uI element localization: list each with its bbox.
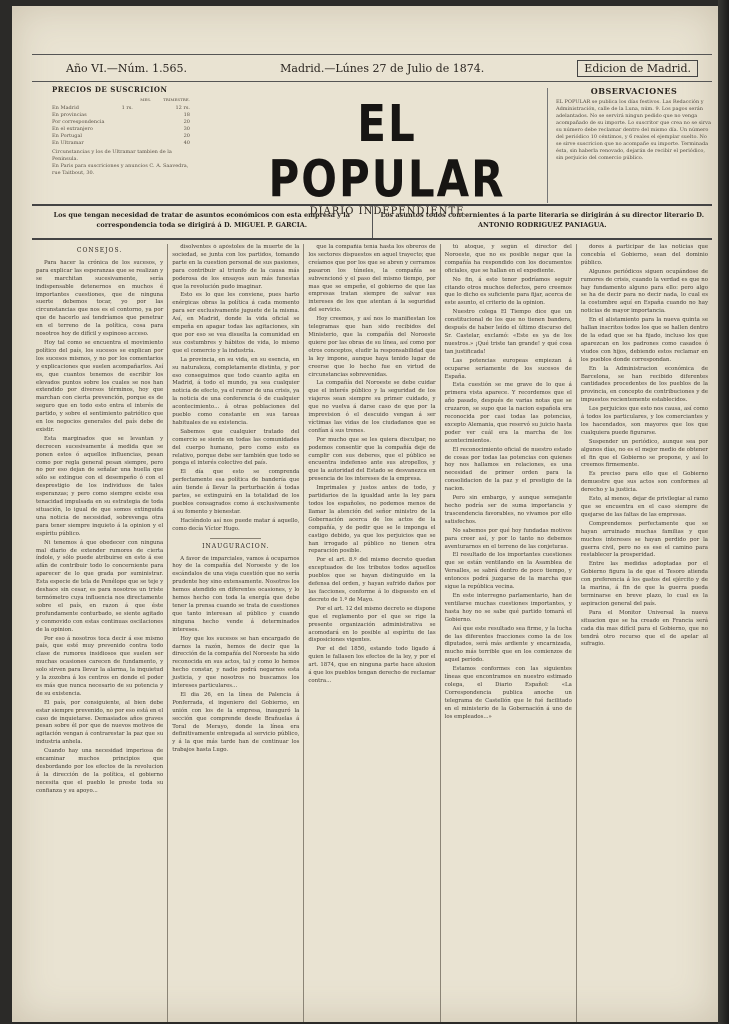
article-paragraph: Por el art. 12 del mismo decreto se dispone que el reglamento por el que se rige la presente organización administrativa se acomodará en lo posible al espíritu de las disposiciones vigentes.: [308, 605, 436, 644]
article-paragraph: Ni tenemos á que obedecer con ninguna mal diario de extender rumores de cierta índole, y sólo puede atribuirse en esto á ese afán de contribuir todo lo concerniente para aparecer de lo que grada por suministrar. Esta especie de tela de Penélope que se teje y deshace sin cesar, es para nosotros un triste termómetro cuya influencia nos directamente sobre el país, en razon á que éste profundamente conturbado, se siente agitado y conmovido con estas continuas oscilaciones de la opinion.: [36, 539, 164, 633]
article-paragraph: Entre las medidas adoptadas por el Gobierno figura la de que el Tesoro atienda con preferencia á los gastos del ejército y de la marina, á fin de que la guerra pueda terminarse en breve plazo, lo cual es la aspiracion general del país.: [580, 561, 709, 607]
subscription-quarter: 12 rs.: [175, 105, 190, 111]
article-column: [167, 244, 303, 1022]
subscription-month: 1 rs.: [121, 105, 133, 111]
observations-text: EL POPULAR se publica los días festivos. Las Redacción y Administración, calle de la Luna, núm. 9. Los pagos serán adelantados. No se servirá ningun pedido que no venga acompañado de su importe. Lo suscritor que crea no se sirva su número debe reclamar dentro del mismo día. Un número del periódico 10 céntimos, y 6 reales el ejemplar suelto. No se sirve suscricion que no acompañe su importe. Terminada ésta, sin haberla renovado, dejarán de recibir el periódico, sin perjuicio del comercio público.: [556, 99, 711, 161]
article-paragraph: En este interregno parlamentario, han de ventilarse muchas cuestiones importantes, y hasta hoy no se sabe qué partido tomará el Gobierno.: [444, 592, 572, 623]
subscription-row: [52, 105, 190, 112]
article-paragraph: Por eso á nosotros toca decir á ese mismo país, que esté muy prevenido contra todo clase de rumores insidiosos que suelen ser muchas ocasiones carecen de fundamento, y solo sirven para llevar la alarma, la inquietud y la zozobra á los centros en donde el poder es más que nunca necesario de su potencia y de su existencia.: [36, 635, 164, 697]
article-paragraph: que la compañía tenía hasta los obreros de los sectores dispuestos en aquel trayecto; que creíamos que por los que se abren y cerramos pasaron los túneles, la compañía se subvencionó y el paso del mismo tiempo, por mas que se empeñe, el gobierno de que las empresas tratan siempre de salvar sus intereses de los que atentan á la seguridad del servicio.: [308, 244, 436, 314]
newspaper-subtitle: DIARIO INDEPENDIENTE: [309, 206, 465, 217]
article-paragraph: Imprimales y justos antes de todo, y partidarios de la igualdad ante la ley para todos los españoles, no podemos menos de llamar la atención del señor ministro de la Gobernación acerca de los actos de la compañía, y de pedir que se le imponga el castigo debido, ya que los perjuicios que se han irrogado al público no tienen otra reparación posible.: [308, 485, 436, 555]
article-paragraph: Comprendemos perfectamente que se hayan arruinado muchas familias y que muchos intereses se hayan perdido por la guerra civil, pero no es ese el camino para restablecer la prosperidad.: [580, 520, 709, 559]
subscription-quarter: 20: [183, 133, 190, 139]
article-paragraph: dores á participar de las noticias que concebía el Gobierno, sean del dominio público.: [580, 244, 709, 266]
subscription-note: En Paris para suscriciones y anuncios C. A. Saavedra, rue Taitbout, 30.: [52, 163, 189, 176]
article-paragraph: Pero sin embargo, y aunque semejante hecho podría ser de suma importancia y trascendencia favorables, no vivamos por ello satisfechos.: [444, 495, 572, 525]
subscription-title: PRECIOS DE SUSCRICION: [52, 85, 168, 94]
observations-title: OBSERVACIONES: [590, 86, 678, 96]
notices-bar: [32, 204, 712, 240]
section-divider: [210, 538, 261, 539]
article-paragraph: En la Administracion económica de Barcelona, se han recibido diferentes cantidades procedentes de los pueblos de la provincia, en concepto de contribuciones y de impuestos recientemente establecidos.: [580, 365, 709, 404]
article-paragraph: Para hacer la crónica de los sucesos, y para explicar las esperanzas que se realizan y se marchitan sucesivamente, sería indispensable detenernos en muchos é importantes cuestiones, que de ninguna suerte debemos tocar, yo por las circunstancias que nos es el contorno, ya por que de hacerlo así tendríamos que penetrar en el terreno de la política, cosa para nosotros hoy de difícil y espinoso acceso.: [36, 259, 164, 338]
subscription-place: En el extranjero: [52, 126, 93, 132]
article-paragraph: A favor de imparciales, vamos á ocuparnos hoy de la compañía del Noroeste y de los escándalos de una vieja cuestión que no sería prudente hoy sino extensamente. Nosotros los hemos atendido en diferentes ocasiones, y lo hemos hecho con toda la energía que debe tener la prensa cuando se trata de cuestiones que tanto interesan al público y cuando ninguna hecho vende á determinados intereses.: [172, 555, 300, 633]
article-paragraph: Suspender un periódico, aunque sea por algunos días, no es el mejor medio de obtener el fin que el Gobierno se propone, y así lo creemos firmemente.: [580, 438, 709, 469]
subscription-quarter: 40: [183, 140, 190, 146]
subscription-quarter: 30: [183, 126, 190, 132]
article-paragraph: Para el Monitor Universal la nueva situacion que se ha creado en Francia será cada dia mas difícil para el Gobierno, que no tendrá otro recurso que el de apelar al sufragio.: [580, 609, 709, 648]
subscription-rows: [52, 105, 190, 147]
article-column: [303, 244, 439, 1022]
article-paragraph: No fin, á esto tenor podríamos seguir citando otros muchos defectos, pero creemos que lo dicho es suficiente para fijar, acerca de este asunto, el criterio de la opinion.: [444, 276, 572, 307]
article-paragraph: El país, por consiguiente, al bien debe estar siempre prevenido, no por eso está en el caso de inquietarse. Demasiados años graves pesan sobre él por que de nuevos motivos de agitación vengan á contrarestar la paz que su industria anhela.: [36, 699, 164, 746]
subscription-row: [52, 119, 190, 126]
subscription-box: [52, 86, 190, 198]
article-paragraph: No sabemos por qué hoy fundadas motivos para creer así, y por lo tanto no debemos aventurarnos en el terreno de las conjeturas.: [444, 527, 572, 550]
binding-edge: [0, 330, 14, 970]
article-paragraph: Algunos periódicos siguen ocupándose de rumores de crisis, cuando la verdad es que no hay fundamento alguno para ello: pero algo se ha de decir para no decir nada, lo cual es la costumbre aquí en España cuando no hay noticias de mayor importancia.: [580, 268, 709, 315]
article-paragraph: Por el art. 8.º del mismo decreto quedan exceptuados de los tributos todos aquellos pueblos que se hayan distinguido en la defensa del orden, y hayan sufrido daños por las facciones, conforme á lo dispuesto en el decreto de 1.º de Mayo.: [308, 557, 436, 603]
masthead: [252, 94, 522, 217]
notice-economic: Los que tengan necesidad de tratar de asuntos económicos con esta empresa y la correspondencia toda se dirigirá á D. MIGUEL P. GARCIA.: [53, 211, 350, 229]
article-paragraph: Por el del 1856, estando todo ligado á quien le fallasen los efectos de la ley, y por el art. 1874, que en ninguna parte hace alusion á que los pueblos tengan derecho de reclamar contra...: [308, 646, 436, 684]
article-paragraph: Sabemos que cualquier tratado del comercio se siente en todas las comunidades del cuerpo humano, pero como esto es relativo, porque debe ser también que todo se ponga el interés colectivo del país.: [172, 428, 300, 467]
article-paragraph: disolventes ó apóstoles de la muerte de la sociedad, se junta con los partidos, tomando parte en la cuestion personal de sus pasiones, para contribuir al triunfo de la causa más poderosa de los ensayos aun más funestas que la revolución pudo imaginar.: [172, 244, 300, 290]
article-column: [440, 244, 576, 1022]
page-edge: [718, 0, 729, 1024]
subscription-place: En provincias: [52, 112, 87, 118]
observations-box: [547, 88, 712, 203]
article-paragraph: tú atoque, y según el director del Noroeste, que no es posible negar que la compañía ha respondido con los documentos oficiales, que se hallan en el expediente.: [444, 244, 572, 274]
article-paragraph: El dia 26, en la línea de Palencia á Ponferrada, el ingeniero del Gobierno, en unión con los de la empresa, inauguró la sección que comprende desde Brañuelas á Toral de Merayo, donde la línea era definitivamente entregada al servicio público, y á la que más tarde han de continuar los trabajos hasta Lugo.: [172, 691, 300, 754]
notice-literary: Los asuntos todos concernientes á la parte literaria se dirigirán á su director literario D. ANTONIO RODRIGUEZ PANIAGUA.: [372, 206, 713, 238]
article-paragraph: Así que este resultado sea firme, y la lucha de las diferentes fracciones como la de los diputados, será más ardiente y encarnizada, mucho más terrible que en los comienzos de aquel período.: [444, 625, 572, 664]
issue-number: Año VI.—Núm. 1.565.: [66, 61, 188, 75]
subscription-note: Circunstancias y los de Ultramar tambien de la Peninsula.: [52, 149, 172, 162]
article-paragraph: Haciéndolo así nos puede matar á aquello, como decía Víctor Hugo.: [172, 517, 300, 532]
article-paragraph: En el alistamiento para la nueva quinta se hallan inscritos todos los que se hallen dentro de la edad que se ha fijado, incluso los que aparezcan en los padrones como casados ó viudos con hijos, debiendo estos reclamar en los pueblos donde correspondan.: [580, 317, 709, 363]
article-heading: CONSEJOS.: [76, 247, 123, 254]
article-paragraph: El reconocimiento oficial de nuestro estado de cosas por todas las potencias con quienes hoy nos hallamos en relaciones, es una necesidad de primer orden para la consolidacion de la paz y el prestigio de la nacion.: [444, 446, 572, 493]
article-paragraph: Estamos conformes con las siguientes líneas que encontramos en nuestro estimado colega, el Diario Español: «La Correspondencia publica anoche un telegrama de Castellón que le fué facilitado en el ministerio de la Gobernación á uno de los empleados...»: [444, 666, 572, 720]
article-columns: [32, 244, 712, 1022]
article-paragraph: La compañía del Noroeste se debe cuidar que el interés público y la seguridad de los viajeros sean siempre su primer cuidado, y que no vuelva á darse caso de que por la imprevision ó el descuido vengan á ser víctimas las vidas de los ciudadanos que se confían á sus trenes.: [308, 380, 436, 434]
article-heading: INAUGURACION.: [202, 542, 270, 550]
header-bar: [32, 54, 712, 82]
article-paragraph: Esto, al menos, dejar de privilegiar al ramo que se encuentra en el caso siempre de quejarse de las faltas de las empresas.: [580, 496, 709, 518]
article-paragraph: Por mucho que se les quiera disculpar, no podemos consentir que la compañía deje de cumplir con sus deberes, que el público se encuentra indefenso ante sus atropellos, y que la autoridad del Estado se desvanezca en presencia de los intereses de la empresa.: [308, 436, 436, 483]
article-paragraph: El resultado de los importantes cuestiones que se están ventilando en la Asamblea de Versalles, se sabrá dentro de poco tiempo, y entonces podrá juzgarse de la marcha que sigue la república vecina.: [444, 552, 572, 591]
edition-label: Edicion de Madrid.: [577, 60, 698, 77]
article-paragraph: Esta cuestión se me grave de lo que á primera vista aparece. Y recordemos que el año pasado, después de varias notas que se cruzaron, se supo que la nacion española era reconocida por casi todas las potencias, excepto Alemania, que reservó su juicio hasta poder ver cuál era la marcha de los acontecimientos.: [444, 382, 572, 444]
subscription-row: [52, 140, 190, 147]
article-paragraph: Hoy que los sucesos se han encargado de darnos la razón, hemos de decir que la dirección de la compañía del Noroeste ha sido reconocida en sus actos, tal y como lo hemos hecho constar, y nadie podrá negarnos esta justicia, y que nosotros no buscamos los intereses particulares...: [172, 635, 300, 690]
article-paragraph: Esta marginados que se levantan y decrecen sucesivamente á medida que se ponen estos ó aquellos influencias, pesan como por regla general pesan siempre, pero no por eso dejan de señalar una huella que sólo se extingue con el desempeño ó con el desprestigio de los individuos de tales esperanzas; y pero como siempre existe esa tenacidad impulsada en su estrategia de toda situación, lo igual de que somos extinguida una noticia de necesidad, sobrevenga otra para tener siempre inquieto á la opinion y el espíritu público.: [36, 435, 164, 537]
article-column: [32, 244, 167, 1022]
subscription-place: En Madrid: [52, 105, 79, 111]
article-paragraph: Cuando hay una necesidad imperiosa de encaminar muchos principios que desbordando por los efectos de la revolucion á la dirección de la política, el gobierno necesita que el pueblo le preste toda su confianza y su apoyo...: [36, 748, 164, 794]
article-paragraph: El día que esto se comprenda perfectamente esa política de bandería que aún tiende á llevar la perturbación á todas partes, se extinguirá en la totalidad de los pueblos consagrados como á exclusivamente á su fomento y bienestar.: [172, 469, 300, 515]
subscription-row: [52, 126, 190, 133]
newspaper-page: [12, 6, 718, 1022]
article-column: [576, 244, 712, 1022]
newspaper-title: EL POPULAR: [268, 94, 506, 209]
subscription-place: En Ultramar: [52, 140, 84, 146]
article-paragraph: La provincia, en su vida, en su esencia, en su naturaleza, completamente distinta, y por eso conseguimos que todo cuanto agita en Madrid, á todo el mundo, ya sea cualquier noticia de efecto, ya el rumor de una crisis, ya la noticia de una conferencia ó de cualquier acontecimiento... á otras poblaciones del pueblo como constante en sus tareas habituales de su existencia.: [172, 356, 300, 426]
subscription-quarter: 20: [183, 119, 190, 125]
subscription-quarter: 18: [183, 112, 190, 118]
article-paragraph: Las potencias europeas empiezan á ocuparse seriamente de los sucesos de España.: [444, 357, 572, 380]
column-header-quarter: TRIMESTRE.: [163, 97, 190, 102]
subscription-row: [52, 133, 190, 140]
subscription-row: [52, 112, 190, 119]
article-paragraph: Los perjuicios que esto nos causa, así como á todos los particulares, y los comerciantes y los hacendados, son mayores que los que cualquiera puede figurarse.: [580, 406, 709, 436]
article-paragraph: Hoy creemos, y así nos lo manifiestan los telegramas que han sido recibidos del Ministerio, que la compañía del Noroeste quiere por las obras de su línea, así como por otros conceptos, eludir la responsabilidad que la ley impone, aunque haya tenido lugar de creerse que lo hecho fue en virtud de circunstancias sobrevenidas.: [308, 316, 436, 378]
dateline: Madrid.—Lúnes 27 de Julio de 1874.: [280, 61, 485, 75]
column-header-month: MES.: [140, 97, 152, 102]
article-paragraph: Hoy tal como se encuentra el movimiento político del país, los sucesos se explican por los sucesos mismos, y no por los comentarios y explicaciones que suelen acompañarlos. Así es, que cuantos tenemos de escribir los elevados puntos sobre los cuales se nos han extendido por diversos términos, hoy que marchan con cierta prevención, porque es de seguro que en todo esto entra el interés de partido, y sobre el sentimiento patriótico que en los negocios generales del país debe de existir.: [36, 339, 164, 433]
article-paragraph: Esto es lo que les conviene, pues harto enérgicas obras la política á cada momento para ser exclusivamente juguete de la misma. Así, en Madrid, donde la vida oficial se empeña en apagar todas las agitaciones, sin que por eso se vea disuelta la comunidad en sus costumbres y hábitos de vida, lo mismo que el comercio y la industria.: [172, 292, 300, 354]
article-paragraph: Nuestro colega El Tiempo dice que un constitucional de los que no tienen bandera, después de haber leído el último discurso del Sr. Castelar, exclamó: «Este es ya de los nuestros.» ¡Qué triste tan grande! y qué cosa tan justificada!: [444, 309, 572, 355]
subscription-place: Por correspondencia: [52, 119, 105, 125]
subscription-column-headers: [52, 96, 190, 103]
article-paragraph: Es preciso para ello que el Gobierno demuestre que sus actos son conformes al derecho y la justicia.: [580, 471, 709, 494]
subscription-place: En Portugal: [52, 133, 83, 139]
